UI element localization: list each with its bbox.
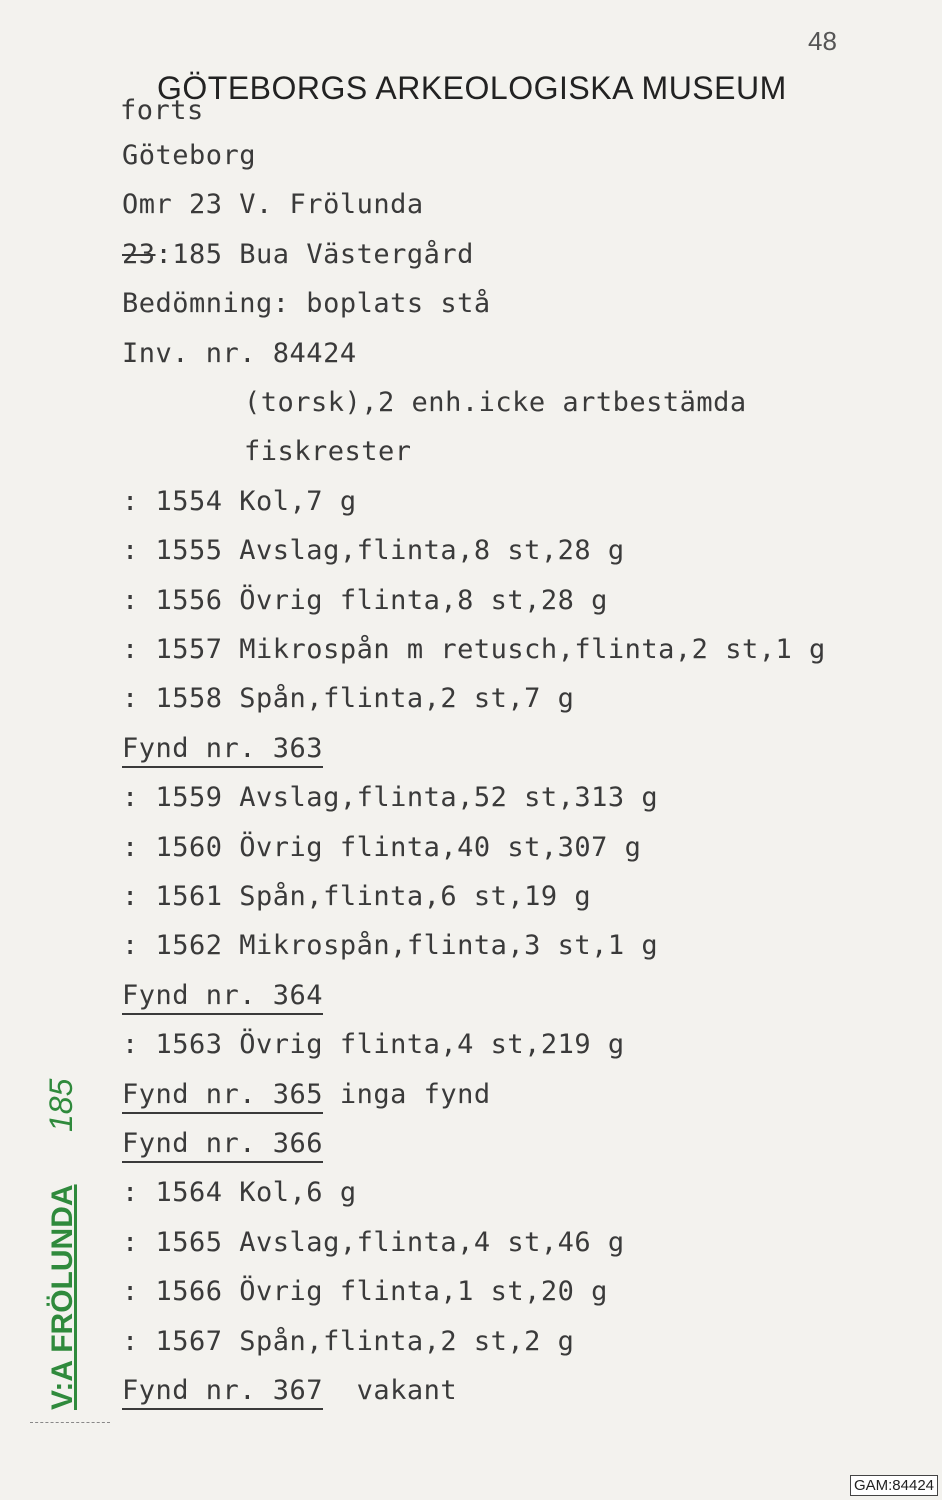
side-label-text: V:A FRÖLUNDA — [46, 1184, 79, 1410]
entry-line — [122, 1227, 625, 1258]
entry-line — [122, 1326, 574, 1357]
entry-line — [122, 140, 256, 171]
entry-text: : 1562 Mikrospån,flinta,3 st,1 g — [122, 930, 659, 962]
side-label-svg — [38, 1050, 88, 1420]
entry-text: Göteborg — [122, 140, 257, 171]
entry-suffix: inga fynd — [323, 1078, 491, 1110]
entry-text: : 1566 Övrig flinta,1 st,20 g — [122, 1276, 608, 1308]
entry-text: Inv. nr. 84424 — [122, 337, 357, 369]
entry-line — [122, 1276, 608, 1307]
entry-line — [122, 634, 826, 665]
fynd-heading — [122, 1079, 491, 1110]
entry-text: Fynd nr. 364 — [122, 980, 323, 1015]
entry-text: Fynd nr. 366 — [122, 1128, 323, 1163]
entry-suffix: vakant — [323, 1375, 458, 1406]
side-label — [38, 1050, 88, 1420]
entry-text: : 1559 Avslag,flinta,52 st,313 g — [122, 782, 659, 814]
fynd-heading — [122, 733, 323, 764]
entry-text: Bedömning: boplats stå — [122, 288, 491, 320]
entry-line — [122, 486, 357, 517]
entry-line — [122, 1177, 357, 1208]
entry-line — [122, 535, 625, 566]
side-label-number: 185 — [43, 1078, 79, 1132]
entry-text: : 1563 Övrig flinta,4 st,219 g — [122, 1029, 625, 1061]
entry-text: : 1554 Kol,7 g — [122, 485, 357, 517]
entry-text: Fynd nr. 365 — [122, 1079, 323, 1114]
entry-text: Omr 23 V. Frölunda — [122, 189, 424, 221]
entry-text: (torsk),2 enh.icke artbestämda — [244, 387, 747, 418]
entry-text: : 1565 Avslag,flinta,4 st,46 g — [122, 1226, 625, 1258]
entry-line — [122, 683, 574, 714]
fynd-heading — [122, 980, 323, 1011]
fynd-heading — [122, 1375, 457, 1406]
entry-line — [122, 338, 357, 369]
entry-text: : 1556 Övrig flinta,8 st,28 g — [122, 584, 608, 616]
entry-line — [244, 436, 412, 467]
fynd-heading — [122, 1128, 323, 1159]
entry-line — [122, 832, 641, 863]
entry-text: : 1567 Spån,flinta,2 st,2 g — [122, 1325, 575, 1357]
entry-text: : 1561 Spån,flinta,6 st,19 g — [122, 881, 592, 912]
entry-line — [122, 585, 608, 616]
struck-prefix: 23 — [122, 238, 156, 270]
entry-line — [122, 239, 474, 270]
inventory-stamp: GAM:84424 — [850, 1475, 938, 1496]
entry-line — [122, 881, 591, 912]
page-number: 48 — [808, 26, 837, 56]
entry-line — [122, 189, 424, 220]
entry-line — [122, 930, 658, 961]
entry-text: fiskrester — [244, 436, 412, 468]
entry-text: :185 Bua Västergård — [155, 238, 474, 270]
entry-text: : 1564 Kol,6 g — [122, 1177, 357, 1209]
entry-text: : 1557 Mikrospån m retusch,flinta,2 st,1 g — [122, 634, 826, 665]
entry-text: : 1555 Avslag,flinta,8 st,28 g — [122, 535, 625, 567]
entry-line — [122, 1029, 625, 1060]
entry-line — [122, 288, 491, 319]
entry-line — [244, 387, 747, 418]
entry-text: Fynd nr. 367 — [122, 1375, 323, 1410]
museum-header: GÖTEBORGS ARKEOLOGISKA MUSEUM — [157, 70, 787, 106]
entry-text: : 1558 Spån,flinta,2 st,7 g — [122, 683, 575, 715]
entry-text: : 1560 Övrig flinta,40 st,307 g — [122, 831, 642, 863]
divider — [30, 1422, 110, 1423]
forts-label: forts — [120, 95, 204, 126]
entry-text: Fynd nr. 363 — [122, 733, 323, 768]
entry-line — [122, 782, 658, 813]
